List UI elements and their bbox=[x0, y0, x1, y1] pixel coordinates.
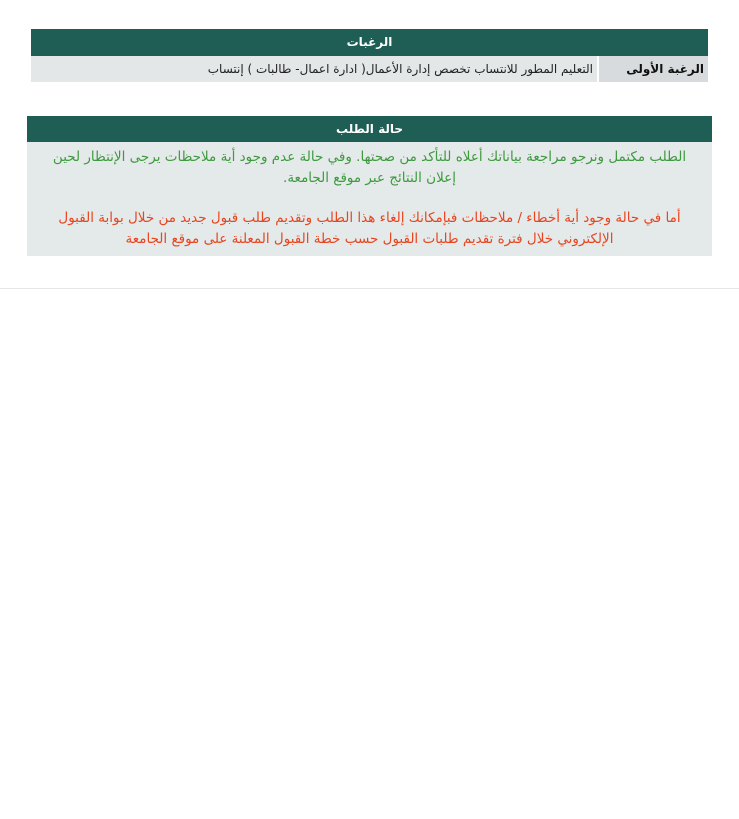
status-complete-message: الطلب مكتمل ونرجو مراجعة بياناتك أعلاه للتأكد من صحتها. وفي حالة عدم وجود أية ملاحظات يرجى الإنتظار لحين إعلان النتائج عبر موقع الجامعة. bbox=[52, 149, 687, 186]
status-errors-message: أما في حالة وجود أية أخطاء / ملاحظات فبإمكانك إلغاء هذا الطلب وتقديم طلب قبول جديد من خلال بوابة القبول الإلكتروني خلال فترة تقديم طلبات القبول حسب خطة القبول المعلنة على موقع الجامعة bbox=[58, 210, 681, 247]
preferences-header: الرغبات bbox=[31, 29, 708, 56]
application-status-panel bbox=[27, 116, 712, 256]
status-header: حالة الطلب bbox=[27, 116, 712, 142]
preferences-table bbox=[31, 29, 708, 82]
first-preference-value: التعليم المطور للانتساب تخصص إدارة الأعمال( ادارة اعمال- طالبات ) إنتساب bbox=[31, 56, 598, 82]
status-body bbox=[27, 142, 712, 256]
table-row bbox=[31, 56, 708, 82]
first-preference-label: الرغبة الأولى bbox=[598, 56, 708, 82]
footer-divider bbox=[0, 288, 739, 289]
